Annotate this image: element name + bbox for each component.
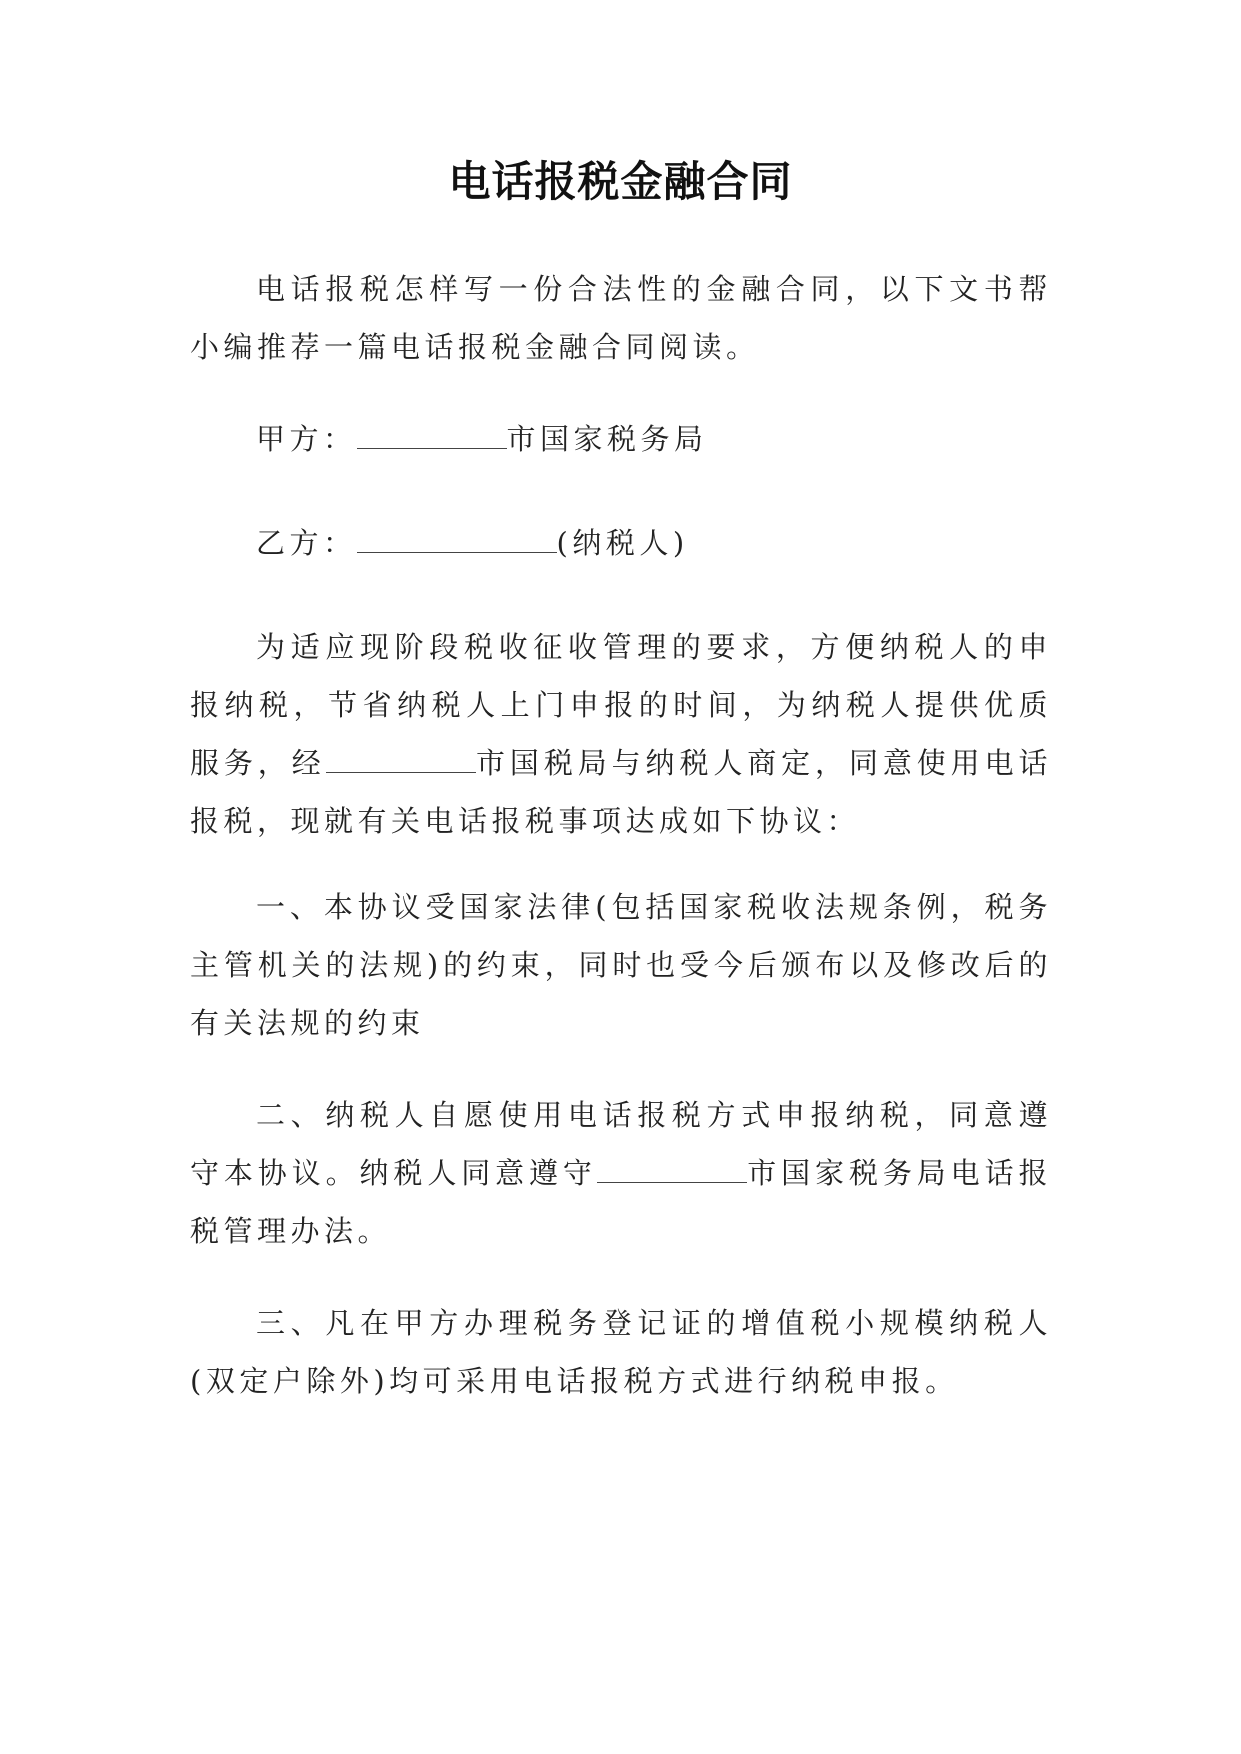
clause-2-paragraph <box>190 1086 1052 1260</box>
party-b-label: 乙方： <box>256 526 357 560</box>
clause-2-text-before: 二、纳税人自愿使用电话报税方式申报纳税，同意遵守本协议。纳税人同意遵守 <box>190 1098 1052 1190</box>
clause-1-paragraph: 一、本协议受国家法律(包括国家税收法规条例，税务主管机关的法规)的约束，同时也受今后颁布以及修改后的有关法规的约束 <box>190 890 1052 1040</box>
preamble-paragraph <box>190 618 1052 850</box>
preamble-blank <box>326 748 476 773</box>
clause-2-blank <box>597 1158 747 1183</box>
preamble-text-after: 市国税局与纳税人商定，同意使用电话报税，现就有关电话报税事项达成如下协议： <box>190 746 1052 838</box>
preamble-text-before: 为适应现阶段税收征收管理的要求，方便纳税人的申报纳税，节省纳税人上门申报的时间，为纳税人提供优质服务，经 <box>190 630 1052 780</box>
document-title: 电话报税金融合同 <box>448 157 793 206</box>
party-a-suffix: 市国家税务局 <box>506 422 708 456</box>
clause-3-paragraph: 三、凡在甲方办理税务登记证的增值税小规模纳税人(双定户除外)均可采用电话报税方式进行纳税申报。 <box>190 1306 1052 1398</box>
clause-2-text-after: 市国家税务局电话报税管理办法。 <box>190 1156 1052 1248</box>
party-b-line <box>190 514 1052 572</box>
party-a-label: 甲方： <box>256 422 357 456</box>
party-b-blank <box>357 528 557 553</box>
party-a-blank <box>357 424 507 449</box>
intro-paragraph: 电话报税怎样写一份合法性的金融合同，以下文书帮小编推荐一篇电话报税金融合同阅读。 <box>190 272 1052 364</box>
party-b-suffix: (纳税人) <box>556 526 689 560</box>
party-a-line <box>190 410 1052 468</box>
